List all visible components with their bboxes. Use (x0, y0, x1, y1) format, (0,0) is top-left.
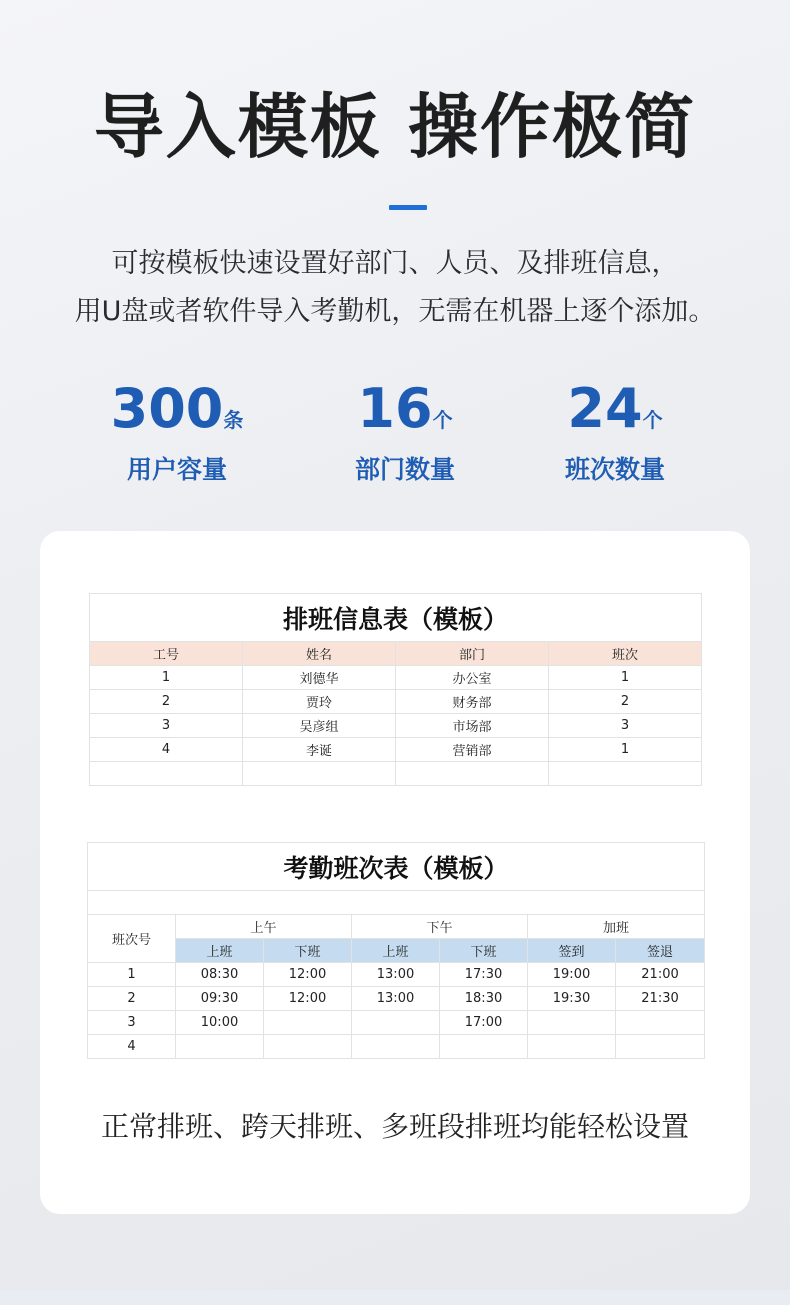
subtitle-line-2: 用U盘或者软件导入考勤机，无需在机器上逐个添加。 (74, 296, 716, 327)
table-cell: 13:00 (352, 963, 440, 987)
stat-value: 24 (567, 377, 643, 440)
table-row (88, 987, 705, 1011)
table-cell: 2 (549, 690, 702, 714)
table-cell: 10:00 (176, 1011, 264, 1035)
table-cell: 21:00 (616, 963, 705, 987)
hero-title: 导入模板 操作极简 (93, 86, 697, 168)
table-cell (264, 1035, 352, 1059)
table-cell: 13:00 (352, 987, 440, 1011)
sub-header-cell: 下班 (264, 939, 352, 963)
table-cell: 2 (90, 690, 243, 714)
stat-department-count (290, 378, 520, 486)
table-cell: 4 (90, 738, 243, 762)
stat-unit: 条 (223, 408, 244, 432)
table-row (90, 714, 702, 738)
table-cell: 4 (88, 1035, 176, 1059)
shift-table (87, 842, 704, 1059)
table-row (88, 1011, 705, 1035)
table-cell: 3 (88, 1011, 176, 1035)
table-cell: 营销部 (396, 738, 549, 762)
table-cell: 贾玲 (243, 690, 396, 714)
group-header-afternoon: 下午 (352, 915, 528, 939)
title-divider (389, 205, 427, 210)
table-cell: 21:30 (616, 987, 705, 1011)
table-cell: 1 (549, 738, 702, 762)
table-cell: 17:00 (440, 1011, 528, 1035)
bottom-strip (0, 1290, 790, 1305)
table-cell: 19:30 (528, 987, 616, 1011)
sub-header-cell: 上班 (352, 939, 440, 963)
table-cell: 19:00 (528, 963, 616, 987)
schedule-table (89, 593, 702, 786)
table-row (88, 1035, 705, 1059)
table-cell (176, 1035, 264, 1059)
table-cell (440, 1035, 528, 1059)
shift-table-title: 考勤班次表（模板） (88, 843, 705, 891)
schedule-table-header-row (90, 642, 702, 666)
table-cell: 1 (549, 666, 702, 690)
table-row (90, 690, 702, 714)
stat-label: 部门数量 (354, 455, 455, 484)
table-cell (352, 1011, 440, 1035)
table-cell (528, 1011, 616, 1035)
schedule-table-title: 排班信息表（模板） (90, 594, 702, 642)
sub-header-cell: 签到 (528, 939, 616, 963)
subtitle-line-1: 可按模板快速设置好部门、人员、及排班信息， (111, 248, 679, 279)
sub-header-cell: 上班 (176, 939, 264, 963)
sub-header-cell: 签退 (616, 939, 705, 963)
header-cell: 姓名 (243, 642, 396, 666)
shift-sub-header-row (88, 939, 705, 963)
stat-user-capacity (62, 378, 292, 486)
stat-label: 班次数量 (564, 455, 665, 484)
table-cell: 17:30 (440, 963, 528, 987)
table-cell: 吴彦组 (243, 714, 396, 738)
table-cell: 1 (90, 666, 243, 690)
table-cell (616, 1011, 705, 1035)
table-cell (264, 1011, 352, 1035)
table-cell: 12:00 (264, 963, 352, 987)
header-cell: 班次 (549, 642, 702, 666)
table-cell: 财务部 (396, 690, 549, 714)
header-cell: 部门 (396, 642, 549, 666)
table-cell: 1 (88, 963, 176, 987)
table-cell: 2 (88, 987, 176, 1011)
table-row-empty (90, 762, 702, 786)
stats-row (0, 378, 790, 498)
table-cell (528, 1035, 616, 1059)
stat-value: 16 (357, 377, 433, 440)
stat-unit: 个 (642, 408, 663, 432)
group-header-morning: 上午 (176, 915, 352, 939)
shift-group-header-row (88, 915, 705, 939)
table-cell: 李诞 (243, 738, 396, 762)
table-cell: 刘德华 (243, 666, 396, 690)
stat-value: 300 (110, 377, 224, 440)
feature-caption: 正常排班、跨天排班、多班段排班均能轻松设置 (100, 1110, 689, 1143)
table-cell: 办公室 (396, 666, 549, 690)
table-cell: 3 (549, 714, 702, 738)
table-row (90, 666, 702, 690)
header-cell: 工号 (90, 642, 243, 666)
table-cell: 12:00 (264, 987, 352, 1011)
table-cell: 3 (90, 714, 243, 738)
table-row (88, 963, 705, 987)
shift-id-header: 班次号 (88, 915, 176, 963)
stat-label: 用户容量 (126, 455, 227, 484)
table-cell: 09:30 (176, 987, 264, 1011)
table-cell (616, 1035, 705, 1059)
table-row (90, 738, 702, 762)
stat-unit: 个 (432, 408, 453, 432)
group-header-overtime: 加班 (528, 915, 705, 939)
table-cell: 18:30 (440, 987, 528, 1011)
stat-shift-count (500, 378, 730, 486)
table-cell: 市场部 (396, 714, 549, 738)
sub-header-cell: 下班 (440, 939, 528, 963)
table-cell: 08:30 (176, 963, 264, 987)
table-cell (352, 1035, 440, 1059)
